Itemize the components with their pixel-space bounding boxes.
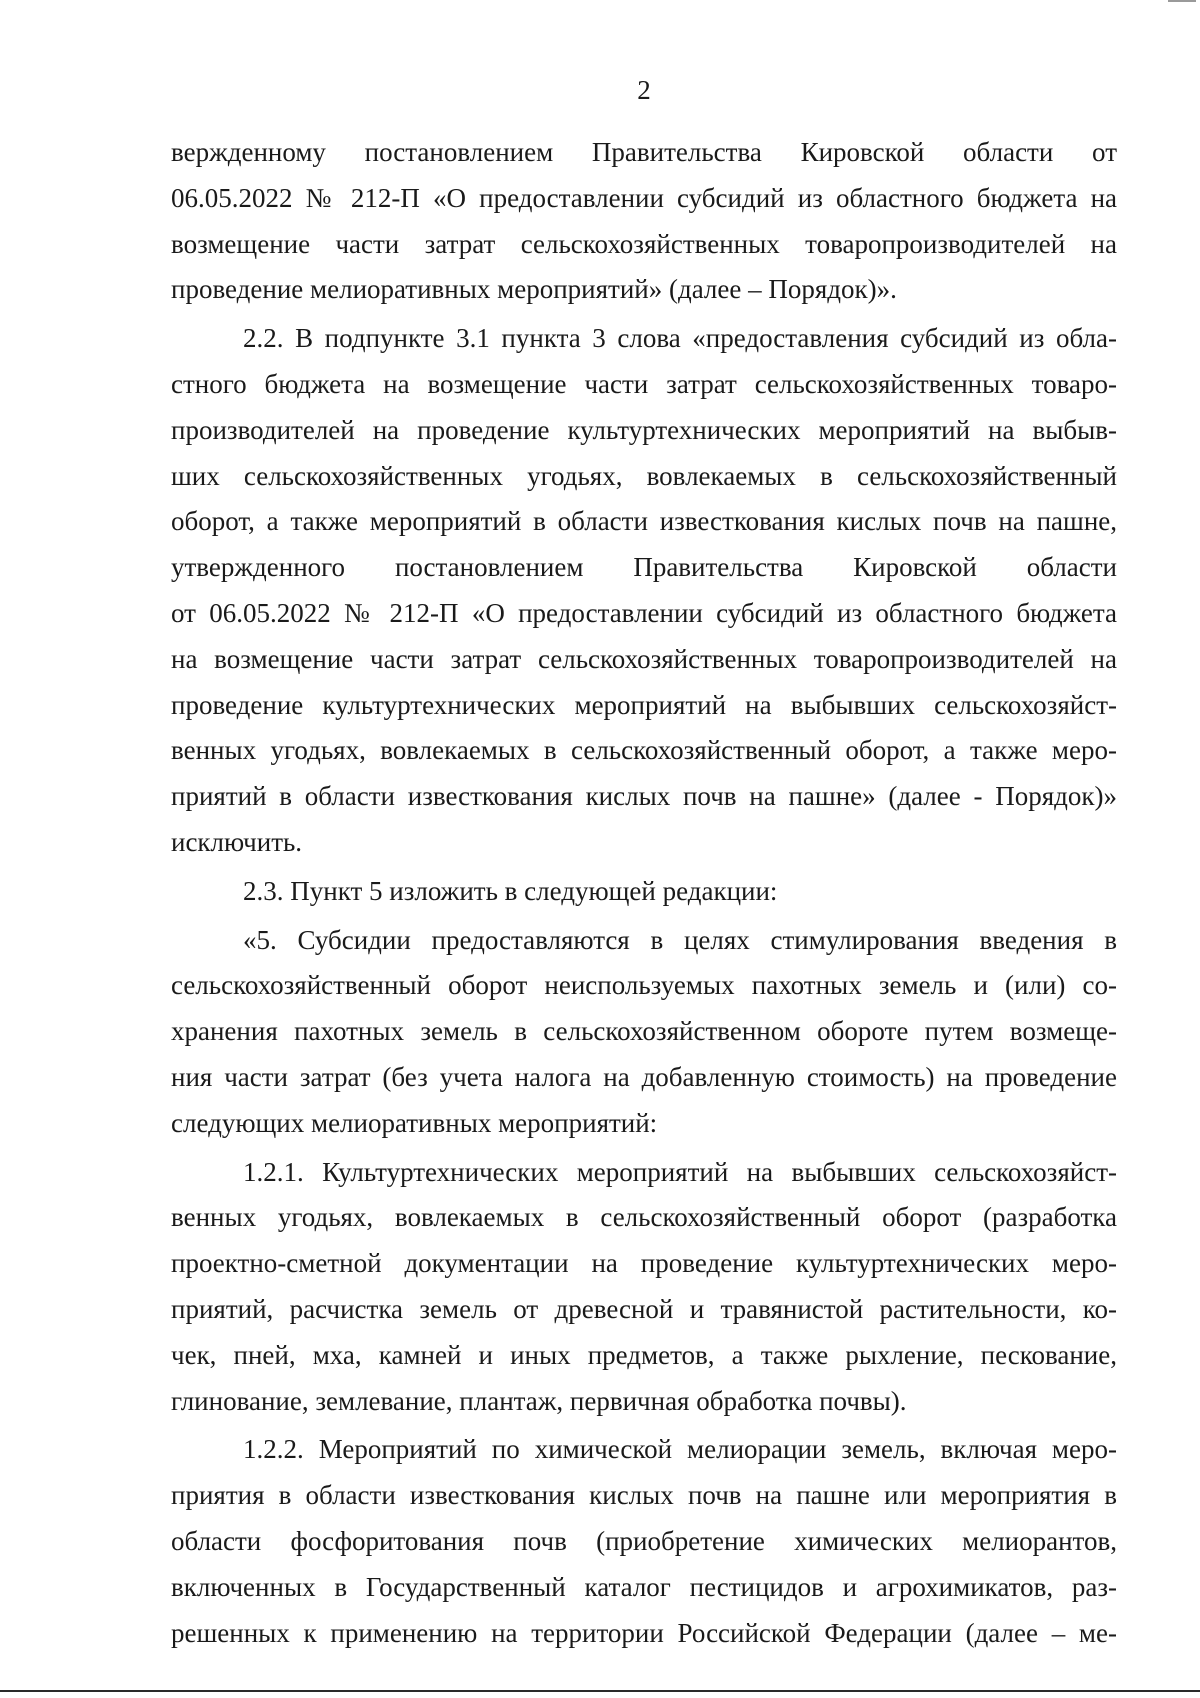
text-line: проведение культуртехнических мероприятий на выбывших сельскохозяйст- <box>171 689 1117 720</box>
text-line: хранения пахотных земель в сельскохозяйственном обороте путем возмеще- <box>171 1016 1117 1047</box>
text-line: приятия в области известкования кислых почв на пашне или мероприятия в <box>171 1480 1117 1511</box>
text-line: оборот, а также мероприятий в области известкования кислых почв на пашне, <box>171 506 1117 537</box>
text-line: следующих мелиоративных мероприятий: <box>171 1107 658 1138</box>
text-line: венных угодьях, вовлекаемых в сельскохозяйственный оборот (разработка <box>171 1202 1117 1233</box>
text-line: от 06.05.2022 № 212-П «О предоставлении субсидий из областного бюджета <box>171 597 1117 628</box>
text-line: ния части затрат (без учета налога на добавленную стоимость) на проведение <box>171 1061 1117 1092</box>
text-line: 1.2.2. Мероприятий по химической мелиорации земель, включая меро- <box>243 1434 1117 1465</box>
text-line: на возмещение части затрат сельскохозяйственных товаропроизводителей на <box>171 643 1117 674</box>
document-body <box>171 130 1117 1656</box>
scan-bottom-edge <box>0 1690 1200 1692</box>
text-line: производителей на проведение культуртехнических мероприятий на выбыв- <box>171 414 1117 445</box>
text-line: возмещение части затрат сельскохозяйственных товаропроизводителей на <box>171 228 1117 259</box>
text-line: сельскохозяйственный оборот неиспользуемых пахотных земель и (или) со- <box>171 970 1117 1001</box>
text-line: глинование, землевание, плантаж, первичная обработка почвы). <box>171 1385 907 1416</box>
text-line: исключить. <box>171 826 303 857</box>
text-line: приятий, расчистка земель от древесной и травянистой растительности, ко- <box>171 1293 1117 1324</box>
scan-edge-mark <box>1168 0 1196 2</box>
text-line: стного бюджета на возмещение части затрат сельскохозяйственных товаро- <box>171 368 1117 399</box>
text-line: утвержденного постановлением Правительства Кировской области <box>171 552 1117 583</box>
text-line: решенных к применению на территории Российской Федерации (далее – ме- <box>171 1617 1117 1648</box>
text-line: «5. Субсидии предоставляются в целях стимулирования введения в <box>243 924 1117 955</box>
page-number: 2 <box>637 75 651 105</box>
text-line: вержденному постановлением Правительства Кировской области от <box>171 137 1117 167</box>
text-line: 1.2.1. Культуртехнических мероприятий на выбывших сельскохозяйст- <box>243 1156 1117 1187</box>
text-line: ших сельскохозяйственных угодьях, вовлекаемых в сельскохозяйственный <box>171 460 1117 491</box>
text-line: проведение мелиоративных мероприятий» (далее – Порядок)». <box>171 274 897 305</box>
text-line: 06.05.2022 № 212-П «О предоставлении субсидий из областного бюджета на <box>171 182 1117 213</box>
text-line: чек, пней, мха, камней и иных предметов, а также рыхление, пескование, <box>171 1339 1117 1370</box>
text-line: приятий в области известкования кислых почв на пашне» (далее - Порядок)» <box>171 781 1117 812</box>
text-line: венных угодьях, вовлекаемых в сельскохозяйственный оборот, а также меро- <box>171 735 1117 766</box>
text-line: включенных в Государственный каталог пестицидов и агрохимикатов, раз- <box>171 1571 1117 1602</box>
text-line: области фосфоритования почв (приобретение химических мелиорантов, <box>171 1525 1117 1556</box>
text-line: 2.2. В подпункте 3.1 пункта 3 слова «предоставления субсидий из обла- <box>243 323 1117 354</box>
text-line: проектно-сметной документации на проведение культуртехнических меро- <box>171 1248 1117 1279</box>
text-line: 2.3. Пункт 5 изложить в следующей редакции: <box>243 875 778 906</box>
